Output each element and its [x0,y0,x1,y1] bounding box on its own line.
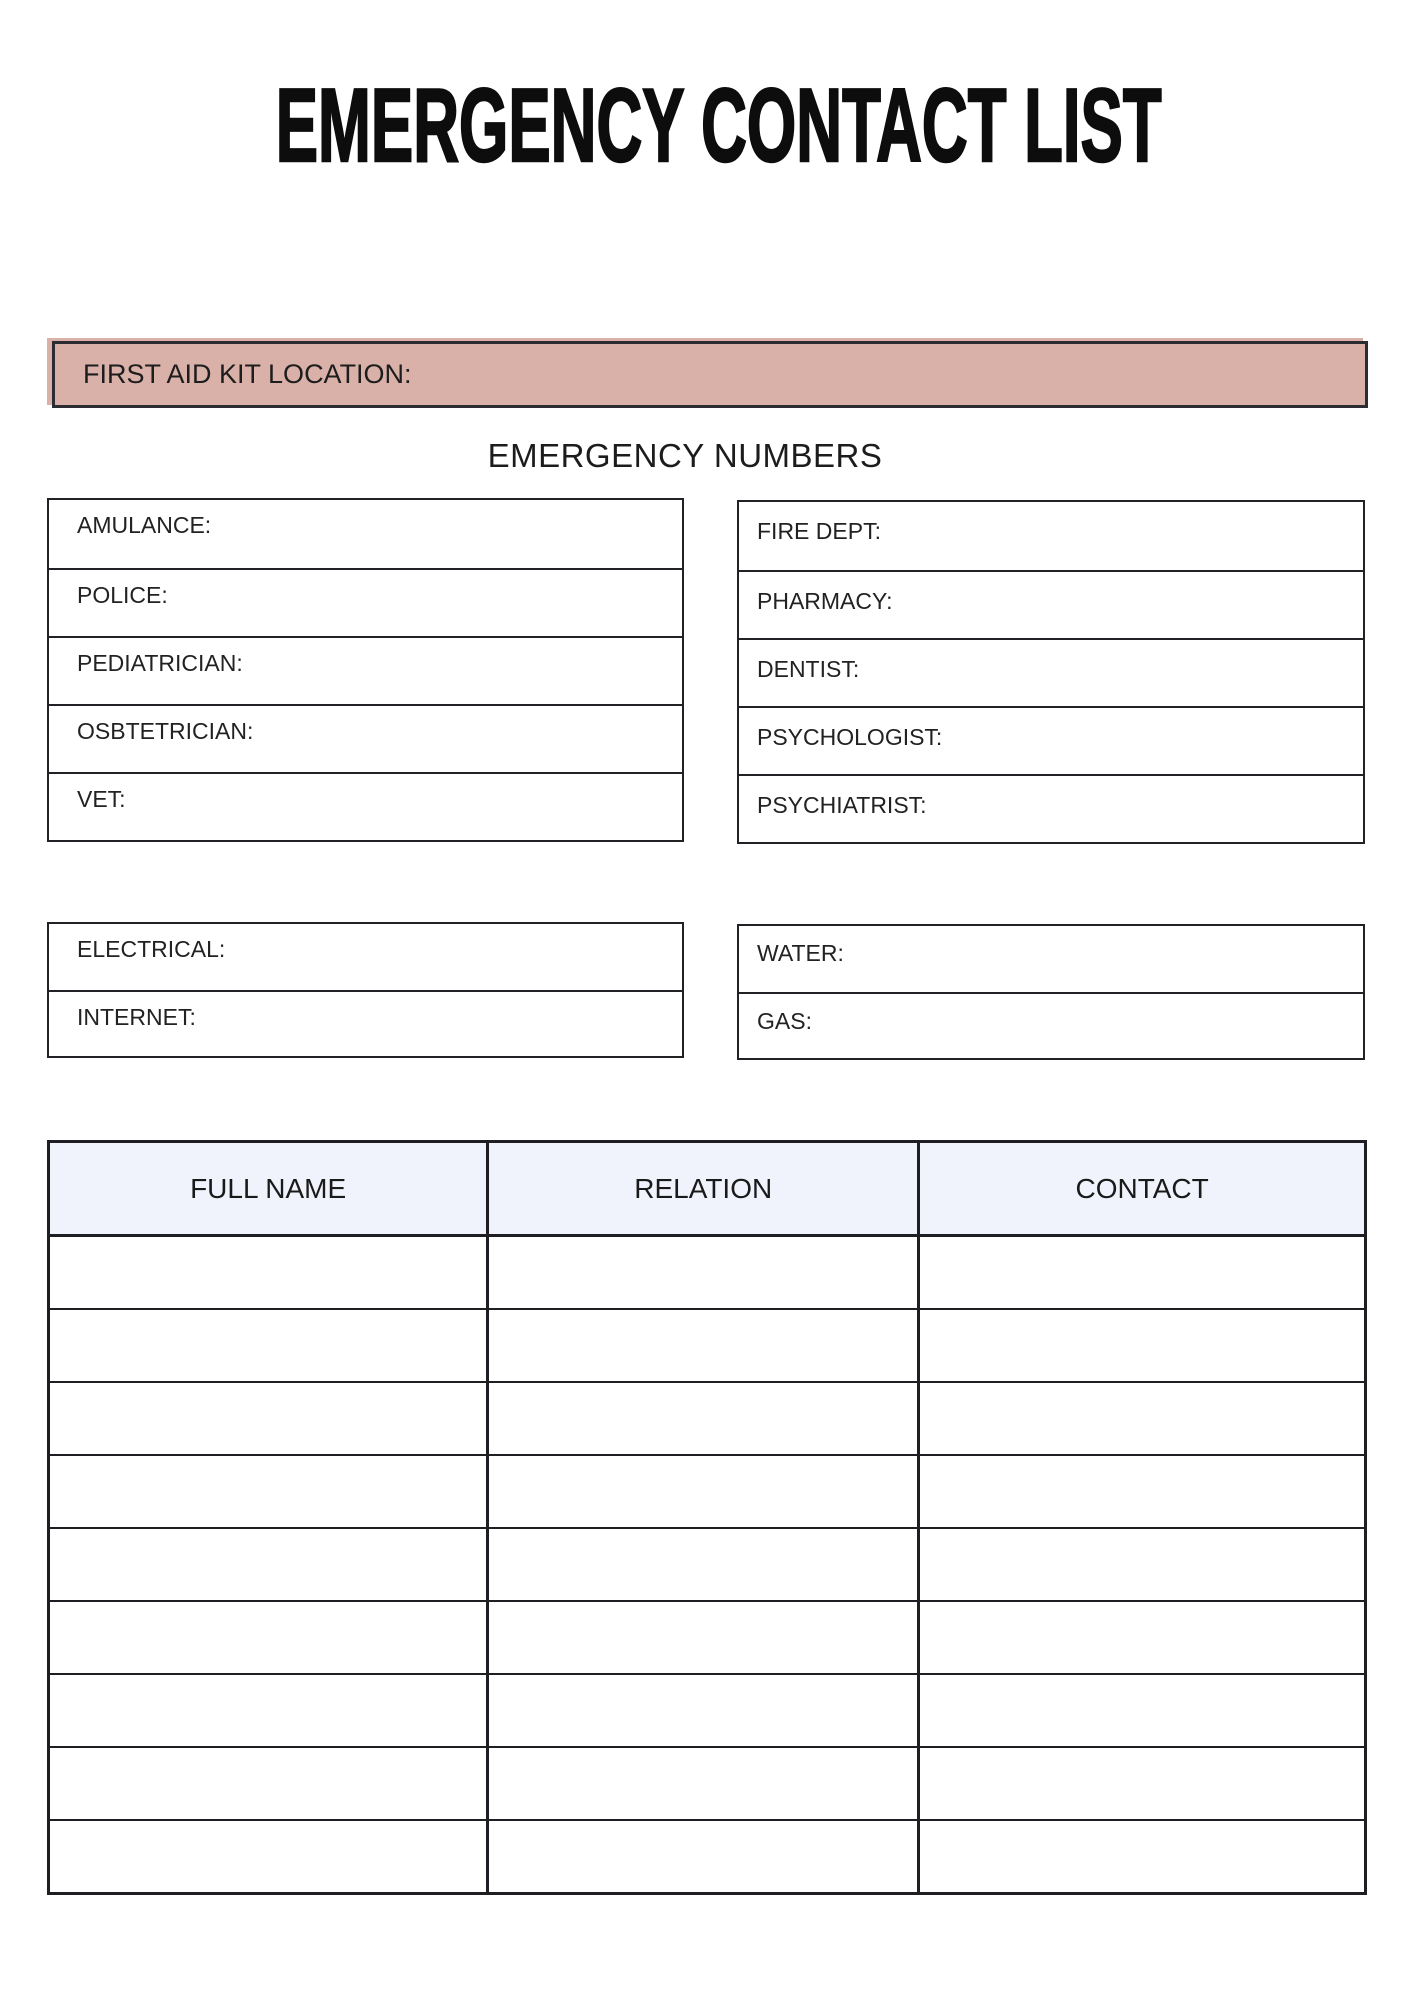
number-row-label: PEDIATRICIAN: [77,650,243,676]
table-cell-contact[interactable] [917,1310,1364,1381]
table-cell-contact[interactable] [917,1675,1364,1746]
table-header-full-name: FULL NAME [190,1172,347,1204]
number-input-area[interactable] [211,512,672,568]
number-row-label: POLICE: [77,582,168,608]
page-title: EMERGENCY CONTACT LIST [275,68,1162,184]
number-input-area[interactable] [126,786,672,840]
table-row [50,1454,1364,1527]
table-cell-contact[interactable] [917,1748,1364,1819]
number-row-pharmacy [739,570,1363,638]
table-cell-contact[interactable] [917,1821,1364,1892]
table-cell-full-name[interactable] [50,1529,486,1600]
table-header-relation: RELATION [486,1143,917,1234]
table-row [50,1237,1364,1308]
number-row-label: PSYCHOLOGIST: [757,724,943,750]
number-row-label: INTERNET: [77,1004,196,1030]
table-cell-full-name[interactable] [50,1602,486,1673]
number-row-label: AMULANCE: [77,512,212,538]
number-row-psychologist [739,706,1363,774]
number-row-label: FIRE DEPT: [757,518,881,544]
table-cell-full-name[interactable] [50,1821,486,1892]
number-input-area[interactable] [892,588,1353,638]
table-header-contact: CONTACT [917,1143,1364,1234]
table-cell-contact[interactable] [917,1456,1364,1527]
number-input-area[interactable] [168,582,672,636]
table-cell-contact[interactable] [917,1237,1364,1308]
number-row-pediatrician [49,636,682,704]
number-input-area[interactable] [844,940,1353,992]
utilities-left-group [47,922,684,1058]
number-row-internet [49,990,682,1056]
number-input-area[interactable] [225,936,672,990]
table-cell-full-name[interactable] [50,1383,486,1454]
table-row [50,1381,1364,1454]
table-cell-relation[interactable] [486,1237,917,1308]
first-aid-location-input-area[interactable] [412,344,1365,405]
number-input-area[interactable] [253,718,672,772]
number-row-police [49,568,682,636]
number-input-area[interactable] [859,656,1353,706]
table-cell-relation[interactable] [486,1310,917,1381]
utilities-right-group [737,924,1365,1060]
table-cell-full-name[interactable] [50,1675,486,1746]
table-cell-relation[interactable] [486,1821,917,1892]
table-cell-contact[interactable] [917,1383,1364,1454]
table-row [50,1673,1364,1746]
table-cell-contact[interactable] [917,1529,1364,1600]
number-row-vet [49,772,682,840]
number-input-area[interactable] [942,724,1353,774]
table-cell-relation[interactable] [486,1529,917,1600]
table-header-row [50,1143,1364,1237]
emergency-numbers-right-group [737,500,1365,844]
number-row-label: PSYCHIATRIST: [757,792,927,818]
number-input-area[interactable] [927,792,1353,842]
table-cell-full-name[interactable] [50,1310,486,1381]
number-row-ambulance [49,500,682,568]
number-row-fire-dept [739,502,1363,570]
number-row-label: OSBTETRICIAN: [77,718,254,744]
number-input-area[interactable] [196,1004,672,1056]
table-cell-relation[interactable] [486,1602,917,1673]
contacts-table [47,1140,1367,1895]
first-aid-location-label: FIRST AID KIT LOCATION: [83,359,412,389]
table-row [50,1746,1364,1819]
number-row-label: VET: [77,786,126,812]
first-aid-location-bar [52,341,1368,408]
table-cell-relation[interactable] [486,1383,917,1454]
table-row [50,1600,1364,1673]
number-row-label: DENTIST: [757,656,860,682]
table-cell-full-name[interactable] [50,1237,486,1308]
table-row [50,1308,1364,1381]
number-row-electrical [49,924,682,990]
table-row [50,1819,1364,1892]
emergency-numbers-heading: EMERGENCY NUMBERS [487,437,883,474]
emergency-numbers-left-group [47,498,684,842]
number-input-area[interactable] [812,1008,1353,1058]
number-row-label: PHARMACY: [757,588,893,614]
table-cell-relation[interactable] [486,1748,917,1819]
number-row-psychiatrist [739,774,1363,842]
table-cell-relation[interactable] [486,1456,917,1527]
number-row-dentist [739,638,1363,706]
number-row-label: GAS: [757,1008,812,1034]
table-cell-relation[interactable] [486,1675,917,1746]
number-row-label: ELECTRICAL: [77,936,226,962]
table-row [50,1527,1364,1600]
number-row-water [739,926,1363,992]
table-cell-full-name[interactable] [50,1456,486,1527]
table-cell-full-name[interactable] [50,1748,486,1819]
number-row-label: WATER: [757,940,844,966]
number-input-area[interactable] [243,650,672,704]
number-input-area[interactable] [881,518,1353,570]
table-cell-contact[interactable] [917,1602,1364,1673]
number-row-obstetrician [49,704,682,772]
number-row-gas [739,992,1363,1058]
